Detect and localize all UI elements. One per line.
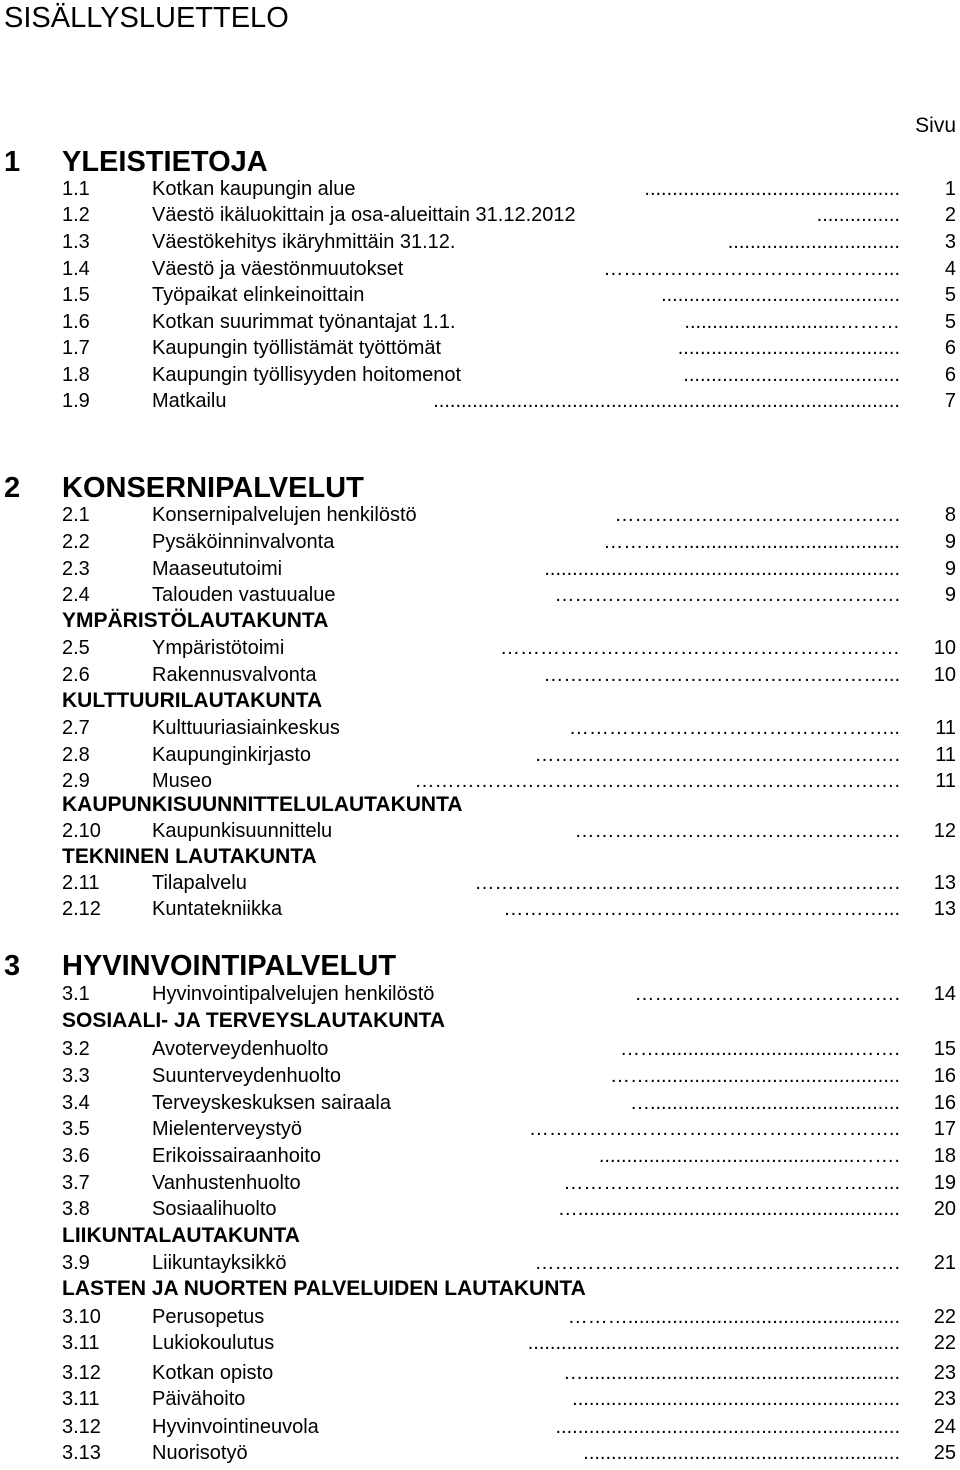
toc-entry xyxy=(0,662,960,688)
toc-entry xyxy=(0,1170,960,1196)
entry-title: Kaupunginkirjasto xyxy=(152,744,311,766)
entry-page-number: 11 xyxy=(935,744,956,766)
toc-entry xyxy=(0,1360,960,1386)
dot-leader: ……………………………………. xyxy=(614,504,900,526)
dot-leader: ………………………………………………………………. xyxy=(414,770,900,792)
entry-page-number: 24 xyxy=(933,1416,956,1438)
entry-number: 2.6 xyxy=(62,664,90,686)
entry-page-number: 22 xyxy=(933,1332,956,1354)
toc-entry xyxy=(0,282,960,308)
toc-entry xyxy=(0,502,960,528)
dot-leader: ............................... xyxy=(727,231,900,253)
entry-title: Perusopetus xyxy=(152,1306,265,1328)
toc-subheading xyxy=(0,688,960,714)
entry-page-number: 17 xyxy=(933,1118,956,1140)
entry-title: Nuorisotyö xyxy=(152,1442,248,1464)
toc-section-heading xyxy=(0,948,960,984)
dot-leader: ................................................................ xyxy=(544,558,900,580)
entry-number: 3.9 xyxy=(62,1252,90,1274)
entry-number: 1.3 xyxy=(62,231,90,253)
dot-leader: .................................................................................... xyxy=(433,390,900,412)
entry-page-number: 23 xyxy=(933,1362,956,1384)
dot-leader: ................................................................... xyxy=(527,1332,900,1354)
dot-leader: ........................................ xyxy=(677,337,900,359)
entry-page-number: 22 xyxy=(933,1306,956,1328)
entry-page-number: 15 xyxy=(933,1038,956,1060)
toc-entry xyxy=(0,529,960,555)
entry-number: 3.13 xyxy=(62,1442,101,1464)
entry-page-number: 20 xyxy=(933,1198,956,1220)
toc-entry xyxy=(0,256,960,282)
entry-number: 3.5 xyxy=(62,1118,90,1140)
subheading-title: LIIKUNTALAUTAKUNTA xyxy=(62,1224,300,1247)
entry-number: 2.7 xyxy=(62,717,90,739)
entry-title: Avoterveydenhuolto xyxy=(152,1038,329,1060)
entry-page-number: 1 xyxy=(944,178,956,200)
entry-title: Työpaikat elinkeinoittain xyxy=(152,284,365,306)
toc-entry xyxy=(0,1304,960,1330)
dot-leader: ..............................................……. xyxy=(598,1145,900,1167)
entry-title: Vanhustenhuolto xyxy=(152,1172,301,1194)
page-column-header: Sivu xyxy=(915,114,956,137)
entry-number: 3.3 xyxy=(62,1065,90,1087)
dot-leader: …............................................. xyxy=(629,1092,900,1114)
entry-number: 1.6 xyxy=(62,311,90,333)
entry-page-number: 2 xyxy=(944,204,956,226)
subheading-title: LASTEN JA NUORTEN PALVELUIDEN LAUTAKUNTA xyxy=(62,1277,586,1300)
toc-subheading xyxy=(0,1223,960,1249)
toc-subheading xyxy=(0,792,960,818)
toc-entry xyxy=(0,362,960,388)
entry-page-number: 9 xyxy=(944,558,956,580)
entry-page-number: 7 xyxy=(944,390,956,412)
toc-entry xyxy=(0,229,960,255)
dot-leader: …………....................................... xyxy=(603,531,900,553)
dot-leader: ………………………………………………………. xyxy=(474,872,900,894)
entry-number: 2.4 xyxy=(62,584,90,606)
entry-title: Kotkan kaupungin alue xyxy=(152,178,356,200)
section-number: 2 xyxy=(4,472,21,504)
toc-entry xyxy=(0,309,960,335)
toc-entry xyxy=(0,1063,960,1089)
dot-leader: ………………………………………………. xyxy=(534,744,900,766)
entry-page-number: 6 xyxy=(944,364,956,386)
dot-leader: ........................................................... xyxy=(572,1388,900,1410)
dot-leader: .............................................. xyxy=(644,178,900,200)
toc-entry xyxy=(0,1414,960,1440)
entry-page-number: 13 xyxy=(933,898,956,920)
dot-leader: ……………………………………………….. xyxy=(528,1118,900,1140)
entry-number: 2.11 xyxy=(62,872,100,894)
entry-number: 2.5 xyxy=(62,637,90,659)
dot-leader: ………................................................. xyxy=(567,1306,900,1328)
entry-title: Kotkan opisto xyxy=(152,1362,274,1384)
entry-page-number: 13 xyxy=(933,872,956,894)
subheading-title: SOSIAALI- JA TERVEYSLAUTAKUNTA xyxy=(62,1009,446,1032)
entry-title: Kaupunkisuunnittelu xyxy=(152,820,333,842)
entry-title: Maaseututoimi xyxy=(152,558,283,580)
dot-leader: .............................................................. xyxy=(555,1416,900,1438)
section-number: 3 xyxy=(4,950,21,982)
toc-entry xyxy=(0,715,960,741)
dot-leader: ……………………………………... xyxy=(603,258,900,280)
dot-leader: …………………………………………………… xyxy=(500,637,900,659)
entry-number: 1.7 xyxy=(62,337,90,359)
toc-entry xyxy=(0,582,960,608)
entry-number: 1.2 xyxy=(62,204,90,226)
entry-title: Pysäköinninvalvonta xyxy=(152,531,335,553)
entry-number: 3.4 xyxy=(62,1092,90,1114)
entry-page-number: 5 xyxy=(944,284,956,306)
entry-page-number: 9 xyxy=(944,584,956,606)
entry-page-number: 18 xyxy=(933,1145,956,1167)
entry-title: Kotkan suurimmat työnantajat 1.1. xyxy=(152,311,456,333)
dot-leader: ………………………………………….. xyxy=(568,717,900,739)
entry-page-number: 9 xyxy=(944,531,956,553)
entry-title: Hyvinvointipalvelujen henkilöstö xyxy=(152,983,435,1005)
entry-number: 2.8 xyxy=(62,744,90,766)
entry-page-number: 16 xyxy=(933,1065,956,1087)
dot-leader: ........................................... xyxy=(661,284,900,306)
toc-entry xyxy=(0,896,960,922)
entry-page-number: 19 xyxy=(933,1172,956,1194)
entry-number: 3.10 xyxy=(62,1306,101,1328)
entry-title: Lukiokoulutus xyxy=(152,1332,275,1354)
entry-number: 3.6 xyxy=(62,1145,90,1167)
entry-number: 3.11 xyxy=(62,1332,100,1354)
entry-number: 2.12 xyxy=(62,898,101,920)
entry-page-number: 11 xyxy=(935,770,956,792)
toc-entry xyxy=(0,202,960,228)
entry-title: Väestö ja väestönmuutokset xyxy=(152,258,404,280)
dot-leader: ……............................................. xyxy=(609,1065,900,1087)
entry-page-number: 14 xyxy=(933,983,956,1005)
toc-entry xyxy=(0,335,960,361)
entry-number: 3.8 xyxy=(62,1198,90,1220)
entry-page-number: 4 xyxy=(944,258,956,280)
subheading-title: TEKNINEN LAUTAKUNTA xyxy=(62,845,317,868)
entry-number: 3.1 xyxy=(62,983,90,1005)
entry-number: 1.1 xyxy=(62,178,90,200)
entry-page-number: 16 xyxy=(933,1092,956,1114)
entry-page-number: 8 xyxy=(944,504,956,526)
dot-leader: …………………………………………. xyxy=(574,820,900,842)
dot-leader: ....................................... xyxy=(683,364,900,386)
entry-title: Mielenterveystyö xyxy=(152,1118,303,1140)
section-title: KONSERNIPALVELUT xyxy=(62,472,364,504)
toc-subheading xyxy=(0,1008,960,1034)
entry-title: Suunterveydenhuolto xyxy=(152,1065,342,1087)
entry-title: Kulttuuriasiainkeskus xyxy=(152,717,340,739)
toc-entry xyxy=(0,1440,960,1466)
entry-number: 3.11 xyxy=(62,1388,100,1410)
entry-title: Kaupungin työllistämät työttömät xyxy=(152,337,442,359)
toc-entry xyxy=(0,635,960,661)
toc-entry xyxy=(0,870,960,896)
entry-page-number: 23 xyxy=(933,1388,956,1410)
toc-entry xyxy=(0,176,960,202)
entry-title: Väestökehitys ikäryhmittäin 31.12. xyxy=(152,231,456,253)
entry-title: Ympäristötoimi xyxy=(152,637,285,659)
section-title: HYVINVOINTIPALVELUT xyxy=(62,950,397,982)
entry-number: 3.12 xyxy=(62,1362,101,1384)
toc-entry xyxy=(0,1116,960,1142)
entry-page-number: 10 xyxy=(933,637,956,659)
dot-leader: ............................……… xyxy=(684,311,900,333)
toc-entry xyxy=(0,556,960,582)
entry-page-number: 5 xyxy=(944,311,956,333)
dot-leader: …………………………………. xyxy=(634,983,900,1005)
subheading-title: YMPÄRISTÖLAUTAKUNTA xyxy=(62,609,329,632)
section-number: 1 xyxy=(4,146,21,178)
entry-title: Liikuntayksikkö xyxy=(152,1252,287,1274)
entry-page-number: 3 xyxy=(944,231,956,253)
dot-leader: …………………………………………………... xyxy=(503,898,900,920)
toc-entry xyxy=(0,1036,960,1062)
entry-title: Terveyskeskuksen sairaala xyxy=(152,1092,391,1114)
dot-leader: ......................................................... xyxy=(583,1442,900,1464)
dot-leader: ………………………………………………. xyxy=(534,1252,900,1274)
dot-leader: ….......................................................... xyxy=(557,1198,900,1220)
dot-leader: ……………………………………………... xyxy=(543,664,900,686)
entry-title: Talouden vastuualue xyxy=(152,584,336,606)
entry-page-number: 6 xyxy=(944,337,956,359)
entry-number: 2.9 xyxy=(62,770,90,792)
toc-entry xyxy=(0,1196,960,1222)
entry-page-number: 25 xyxy=(933,1442,956,1464)
toc-entry xyxy=(0,388,960,414)
entry-number: 2.3 xyxy=(62,558,90,580)
entry-title: Sosiaalihuolto xyxy=(152,1198,277,1220)
entry-title: Matkailu xyxy=(152,390,227,412)
entry-title: Päivähoito xyxy=(152,1388,246,1410)
entry-number: 1.8 xyxy=(62,364,90,386)
entry-number: 2.2 xyxy=(62,531,90,553)
entry-page-number: 11 xyxy=(935,717,956,739)
subheading-title: KULTTUURILAUTAKUNTA xyxy=(62,689,323,712)
entry-number: 3.2 xyxy=(62,1038,90,1060)
entry-title: Museo xyxy=(152,770,213,792)
entry-number: 1.5 xyxy=(62,284,90,306)
toc-section-heading xyxy=(0,470,960,506)
toc-entry xyxy=(0,818,960,844)
dot-leader: ……………………………………………. xyxy=(554,584,900,606)
toc-subheading xyxy=(0,608,960,634)
toc-entry xyxy=(0,1090,960,1116)
toc-subheading xyxy=(0,1276,960,1302)
subheading-title: KAUPUNKISUUNNITTELULAUTAKUNTA xyxy=(62,793,463,816)
entry-title: Hyvinvointineuvola xyxy=(152,1416,319,1438)
entry-page-number: 10 xyxy=(933,664,956,686)
entry-number: 3.7 xyxy=(62,1172,90,1194)
toc-subheading xyxy=(0,844,960,870)
document-title: SISÄLLYSLUETTELO xyxy=(4,2,289,34)
entry-number: 1.9 xyxy=(62,390,90,412)
entry-title: Kaupungin työllisyyden hoitomenot xyxy=(152,364,462,386)
dot-leader: ……...................................……. xyxy=(619,1038,900,1060)
entry-title: Väestö ikäluokittain ja osa-alueittain 31.12.2012 xyxy=(152,204,576,226)
toc-entry xyxy=(0,1143,960,1169)
entry-number: 3.12 xyxy=(62,1416,101,1438)
toc-entry xyxy=(0,1386,960,1412)
entry-number: 2.10 xyxy=(62,820,101,842)
entry-number: 1.4 xyxy=(62,258,90,280)
section-title: YLEISTIETOJA xyxy=(62,146,268,178)
toc-entry xyxy=(0,742,960,768)
toc-entry xyxy=(0,1250,960,1276)
dot-leader: …………………………………………... xyxy=(563,1172,900,1194)
toc-entry xyxy=(0,768,960,794)
entry-number: 2.1 xyxy=(62,504,90,526)
toc-section-heading xyxy=(0,144,960,180)
entry-title: Erikoissairaanhoito xyxy=(152,1145,321,1167)
dot-leader: …......................................................... xyxy=(563,1362,900,1384)
entry-title: Rakennusvalvonta xyxy=(152,664,317,686)
toc-entry xyxy=(0,981,960,1007)
entry-title: Kuntatekniikka xyxy=(152,898,283,920)
entry-title: Konsernipalvelujen henkilöstö xyxy=(152,504,417,526)
entry-page-number: 21 xyxy=(933,1252,956,1274)
toc-entry xyxy=(0,1330,960,1356)
entry-title: Tilapalvelu xyxy=(152,872,247,894)
dot-leader: ............... xyxy=(816,204,900,226)
entry-page-number: 12 xyxy=(933,820,956,842)
